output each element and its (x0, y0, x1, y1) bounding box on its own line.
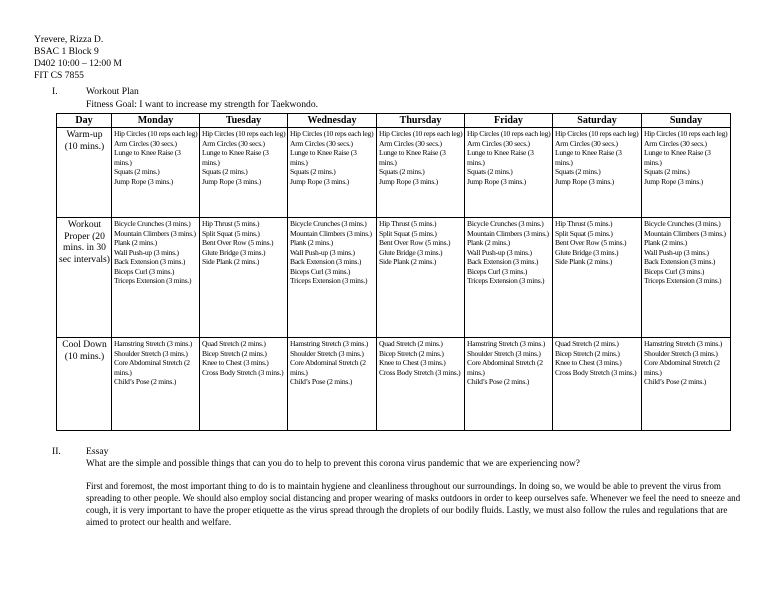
exercise-item: Knee to Chest (3 mins.) (555, 358, 622, 367)
exercise-item: Biceps Curl (3 mins.) (290, 266, 351, 276)
exercise-item: Wall Push-up (3 mins.) (467, 247, 532, 257)
header-day: Day (57, 114, 112, 128)
section-two-numeral: II. (52, 446, 61, 457)
cell-workout-proper-friday (465, 218, 553, 338)
cell-cool-down-tuesday (200, 338, 288, 431)
cell-warm-up-sunday (642, 128, 731, 218)
exercise-item: Lunge to Knee Raise (3 mins.) (467, 148, 534, 167)
exercise-item: Back Extension (3 mins.) (290, 257, 362, 266)
exercise-item: Core Abdominal Stretch (2 mins.) (644, 358, 720, 377)
header-saturday: Saturday (553, 114, 642, 128)
exercise-item: Arm Circles (30 secs.) (467, 138, 530, 148)
cell-cool-down-saturday (553, 338, 642, 431)
exercise-item: Hip Circles (10 reps each leg) (467, 129, 551, 138)
class-section: BSAC 1 Block 9 (34, 46, 99, 57)
exercise-item: Jump Rope (3 mins.) (644, 176, 703, 186)
exercise-item: Triceps Extension (3 mins.) (644, 276, 722, 285)
exercise-item: Jump Rope (3 mins.) (114, 176, 173, 186)
exercise-item: Arm Circles (30 secs.) (290, 138, 353, 148)
cell-cool-down-sunday (642, 338, 731, 431)
exercise-item: Jump Rope (3 mins.) (467, 176, 526, 186)
exercise-item: Biceps Curl (3 mins.) (467, 266, 528, 276)
cell-cool-down-wednesday (288, 338, 377, 431)
exercise-item: Quad Stretch (2 mins.) (202, 339, 266, 348)
cell-cool-down-monday (112, 338, 200, 431)
exercise-item: Hamstring Stretch (3 mins.) (467, 339, 546, 348)
exercise-item: Core Abdominal Stretch (2 mins.) (290, 358, 366, 377)
cell-workout-proper-saturday (553, 218, 642, 338)
exercise-item: Squats (2 mins.) (379, 167, 425, 176)
workout-plan-table (56, 113, 731, 431)
exercise-item: Glute Bridge (3 mins.) (379, 247, 443, 257)
section-one-numeral: I. (52, 86, 58, 97)
cell-workout-proper-wednesday (288, 218, 377, 338)
exercise-item: Knee to Chest (3 mins.) (202, 358, 269, 367)
exercise-item: Lunge to Knee Raise (3 mins.) (555, 148, 622, 167)
exercise-item: Arm Circles (30 secs.) (644, 138, 707, 148)
exercise-item: Mountain Climbers (3 mins.) (467, 228, 549, 238)
exercise-item: Bicycle Crunches (3 mins.) (644, 219, 721, 228)
exercise-item: Back Extension (3 mins.) (644, 257, 716, 266)
exercise-item: Bent Over Row (5 mins.) (202, 238, 274, 247)
header-thursday: Thursday (377, 114, 465, 128)
exercise-item: Bicycle Crunches (3 mins.) (467, 219, 544, 228)
exercise-item: Bicycle Crunches (3 mins.) (290, 219, 367, 228)
exercise-item: Side Plank (2 mins.) (379, 257, 437, 266)
header-sunday: Sunday (642, 114, 731, 128)
exercise-item: Child’s Pose (2 mins.) (114, 377, 177, 386)
exercise-item: Squats (2 mins.) (467, 167, 513, 176)
cell-cool-down-friday (465, 338, 553, 431)
table-row-warm-up (57, 128, 731, 218)
row-label-cool-down: Cool Down (10 mins.) (57, 338, 112, 431)
exercise-item: Hip Circles (10 reps each leg) (379, 129, 463, 138)
exercise-item: Squats (2 mins.) (644, 167, 690, 176)
exercise-item: Jump Rope (3 mins.) (555, 176, 614, 186)
cell-workout-proper-sunday (642, 218, 731, 338)
exercise-item: Lunge to Knee Raise (3 mins.) (202, 148, 269, 167)
row-label-warm-up: Warm-up (10 mins.) (57, 128, 112, 218)
exercise-item: Hip Circles (10 reps each leg) (290, 129, 374, 138)
exercise-item: Wall Push-up (3 mins.) (644, 247, 709, 257)
exercise-item: Lunge to Knee Raise (3 mins.) (379, 148, 446, 167)
table-row-cool-down (57, 338, 731, 431)
exercise-item: Hamstring Stretch (3 mins.) (644, 339, 723, 348)
header-monday: Monday (112, 114, 200, 128)
exercise-item: Arm Circles (30 secs.) (202, 138, 265, 148)
exercise-item: Side Plank (2 mins.) (555, 257, 613, 266)
exercise-item: Back Extension (3 mins.) (114, 257, 186, 266)
table-header-row (57, 114, 731, 128)
cell-workout-proper-thursday (377, 218, 465, 338)
exercise-item: Quad Stretch (2 mins.) (379, 339, 443, 348)
exercise-item: Cross Body Stretch (3 mins.) (379, 367, 461, 377)
exercise-item: Triceps Extension (3 mins.) (114, 276, 192, 285)
cell-workout-proper-monday (112, 218, 200, 338)
cell-cool-down-thursday (377, 338, 465, 431)
exercise-item: Child’s Pose (2 mins.) (290, 377, 353, 386)
exercise-item: Child’s Pose (2 mins.) (644, 377, 707, 386)
exercise-item: Bent Over Row (5 mins.) (379, 238, 451, 247)
exercise-item: Glute Bridge (3 mins.) (555, 247, 619, 257)
exercise-item: Hip Circles (10 reps each leg) (644, 129, 728, 138)
section-one-title: Workout Plan (86, 86, 139, 97)
exercise-item: Triceps Extension (3 mins.) (467, 276, 545, 285)
exercise-item: Hip Circles (10 reps each leg) (202, 129, 286, 138)
section-two-title: Essay (86, 446, 109, 457)
fitness-goal: Fitness Goal: I want to increase my strength for Taekwondo. (86, 99, 319, 110)
cell-warm-up-monday (112, 128, 200, 218)
exercise-item: Shoulder Stretch (3 mins.) (644, 348, 718, 358)
student-name: Yrevere, Rizza D. (34, 34, 104, 45)
exercise-item: Wall Push-up (3 mins.) (114, 247, 179, 257)
header-friday: Friday (465, 114, 553, 128)
exercise-item: Squats (2 mins.) (290, 167, 336, 176)
exercise-item: Squats (2 mins.) (114, 167, 160, 176)
exercise-item: Mountain Climbers (3 mins.) (290, 228, 372, 238)
header-tuesday: Tuesday (200, 114, 288, 128)
exercise-item: Bicep Stretch (2 mins.) (555, 348, 620, 358)
exercise-item: Hip Thrust (5 mins.) (555, 219, 613, 228)
exercise-item: Jump Rope (3 mins.) (379, 176, 438, 186)
exercise-item: Core Abdominal Stretch (2 mins.) (114, 358, 190, 377)
exercise-item: Shoulder Stretch (3 mins.) (290, 348, 364, 358)
exercise-item: Triceps Extension (3 mins.) (290, 276, 368, 285)
cell-workout-proper-tuesday (200, 218, 288, 338)
exercise-item: Jump Rope (3 mins.) (202, 176, 261, 186)
exercise-item: Core Abdominal Stretch (2 mins.) (467, 358, 543, 377)
exercise-item: Cross Body Stretch (3 mins.) (202, 367, 284, 377)
cell-warm-up-tuesday (200, 128, 288, 218)
exercise-item: Hip Thrust (5 mins.) (202, 219, 260, 228)
exercise-item: Hip Circles (10 reps each leg) (114, 129, 198, 138)
exercise-item: Arm Circles (30 secs.) (114, 138, 177, 148)
exercise-item: Split Squat (5 mins.) (202, 228, 260, 238)
exercise-item: Plank (2 mins.) (114, 238, 157, 247)
exercise-item: Split Squat (5 mins.) (555, 228, 613, 238)
exercise-item: Quad Stretch (2 mins.) (555, 339, 619, 348)
class-schedule: D402 10:00 – 12:00 M (34, 58, 122, 69)
exercise-item: Hamstring Stretch (3 mins.) (290, 339, 369, 348)
exercise-item: Child’s Pose (2 mins.) (467, 377, 530, 386)
exercise-item: Wall Push-up (3 mins.) (290, 247, 355, 257)
exercise-item: Bicep Stretch (2 mins.) (202, 348, 267, 358)
exercise-item: Bicep Stretch (2 mins.) (379, 348, 444, 358)
exercise-item: Cross Body Stretch (3 mins.) (555, 367, 637, 377)
cell-warm-up-saturday (553, 128, 642, 218)
exercise-item: Plank (2 mins.) (290, 238, 333, 247)
exercise-item: Arm Circles (30 secs.) (379, 138, 442, 148)
exercise-item: Shoulder Stretch (3 mins.) (467, 348, 541, 358)
exercise-item: Mountain Climbers (3 mins.) (114, 228, 196, 238)
exercise-item: Bent Over Row (5 mins.) (555, 238, 627, 247)
cell-warm-up-wednesday (288, 128, 377, 218)
exercise-item: Glute Bridge (3 mins.) (202, 247, 266, 257)
exercise-item: Lunge to Knee Raise (3 mins.) (644, 148, 711, 167)
exercise-item: Squats (2 mins.) (555, 167, 601, 176)
table-row-workout-proper (57, 218, 731, 338)
exercise-item: Mountain Climbers (3 mins.) (644, 228, 726, 238)
row-label-workout-proper: Workout Proper (20 mins. in 30 sec intervals) (57, 218, 112, 338)
header-wednesday: Wednesday (288, 114, 377, 128)
exercise-item: Side Plank (2 mins.) (202, 257, 260, 266)
exercise-item: Knee to Chest (3 mins.) (379, 358, 446, 367)
cell-warm-up-friday (465, 128, 553, 218)
exercise-item: Plank (2 mins.) (467, 238, 510, 247)
exercise-item: Hamstring Stretch (3 mins.) (114, 339, 193, 348)
exercise-item: Split Squat (5 mins.) (379, 228, 437, 238)
exercise-item: Shoulder Stretch (3 mins.) (114, 348, 188, 358)
essay-question: What are the simple and possible things that can you do to help to prevent this corona virus pandemic that we are experiencing now? (86, 459, 580, 469)
essay-answer: First and foremost, the most important thing to do is to maintain hygiene and cleanliness throughout our surroundings. In doing so, we would be able to prevent the virus from spreading to other people. We should also employ social distancing and proper wearing of masks outdoors in order to keep ourselves safe. Whenever we feel the need to sneeze and cough, it is very important to have the proper etiquette as the virus spread through the droplets of our bodily fluids. Lastly, we must also follow the rules and regulations that are aimed to protect our health and welfare. (86, 481, 741, 527)
student-header (34, 34, 122, 82)
exercise-item: Back Extension (3 mins.) (467, 257, 539, 266)
exercise-item: Hip Circles (10 reps each leg) (555, 129, 639, 138)
exercise-item: Bicycle Crunches (3 mins.) (114, 219, 191, 228)
exercise-item: Jump Rope (3 mins.) (290, 176, 349, 186)
exercise-item: Arm Circles (30 secs.) (555, 138, 618, 148)
exercise-item: Lunge to Knee Raise (3 mins.) (290, 148, 357, 167)
exercise-item: Biceps Curl (3 mins.) (114, 266, 175, 276)
exercise-item: Hip Thrust (5 mins.) (379, 219, 437, 228)
course-code: FIT CS 7855 (34, 70, 84, 81)
exercise-item: Biceps Curl (3 mins.) (644, 266, 705, 276)
exercise-item: Squats (2 mins.) (202, 167, 248, 176)
exercise-item: Plank (2 mins.) (644, 238, 687, 247)
exercise-item: Lunge to Knee Raise (3 mins.) (114, 148, 181, 167)
cell-warm-up-thursday (377, 128, 465, 218)
